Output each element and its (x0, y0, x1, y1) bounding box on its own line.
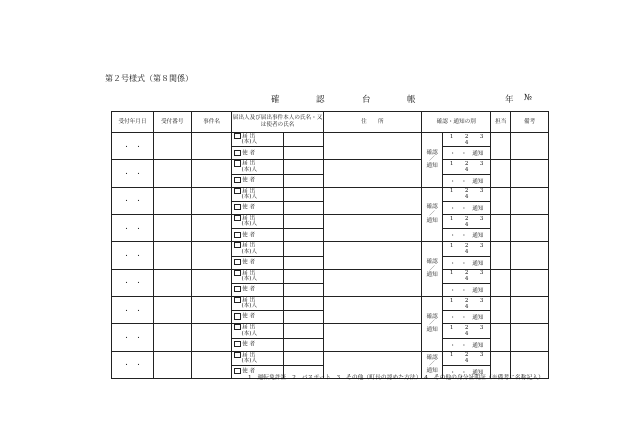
matter-cell[interactable] (191, 187, 232, 214)
person-cell[interactable] (491, 214, 511, 241)
notifier-option: 届 出 (本)人 (232, 242, 283, 256)
date-placeholder: ・ ・ (123, 252, 142, 260)
checkbox-notifier[interactable] (234, 352, 240, 358)
notice-date-cell[interactable]: ・ ・ 通知 (443, 174, 491, 187)
table-row (112, 133, 549, 147)
messenger-name-cell[interactable] (283, 147, 323, 160)
date-cell[interactable] (112, 187, 154, 214)
confirm-notice-type[interactable]: 確認 ／ 通知 (422, 133, 443, 188)
date-placeholder: ・ ・ (123, 225, 142, 233)
id-method-options[interactable]: 1 2 34 (443, 187, 491, 201)
id-method-options[interactable]: 1 2 34 (443, 324, 491, 338)
remarks-cell[interactable] (511, 160, 549, 187)
messenger-name-cell[interactable] (283, 283, 323, 296)
address-cell[interactable] (323, 214, 422, 241)
notifier-name-cell[interactable] (283, 296, 323, 310)
header-person: 担当 (491, 112, 511, 133)
date-placeholder: ・ ・ (123, 198, 142, 206)
notice-date-cell[interactable]: ・ ・ 通知 (443, 256, 491, 269)
header-notifier: 届出人及び届出事件本人の氏名・又は使者の氏名 (232, 112, 323, 133)
notice-date-cell[interactable]: ・ ・ 通知 (443, 283, 491, 296)
confirm-notice-type[interactable]: 確認 ／ 通知 (422, 187, 443, 242)
ledger-table (111, 111, 549, 379)
date-placeholder: ・ ・ (123, 307, 142, 315)
checkbox-messenger[interactable] (234, 286, 240, 292)
header-number: 受付番号 (153, 112, 191, 133)
id-method-options[interactable]: 1 2 34 (443, 351, 491, 365)
notifier-name-cell[interactable] (283, 324, 323, 338)
notifier-name-cell[interactable] (283, 133, 323, 147)
address-cell[interactable] (323, 296, 422, 323)
number-cell[interactable] (153, 187, 191, 214)
messenger-name-cell[interactable] (283, 229, 323, 242)
messenger-name-cell[interactable] (283, 201, 323, 214)
matter-cell[interactable] (191, 242, 232, 269)
messenger-option: 使 者 (232, 365, 283, 378)
notifier-name-cell[interactable] (283, 160, 323, 174)
date-cell[interactable] (112, 133, 154, 160)
table-row (112, 160, 549, 174)
notice-date-cell[interactable]: ・ ・ 通知 (443, 147, 491, 160)
checkbox-notifier[interactable] (234, 297, 240, 303)
messenger-option: 使 者 (232, 256, 283, 269)
person-cell[interactable] (491, 160, 511, 187)
notifier-option: 届 出 (本)人 (232, 296, 283, 310)
number-cell[interactable] (153, 296, 191, 323)
remarks-cell[interactable] (511, 324, 549, 351)
checkbox-notifier[interactable] (234, 160, 240, 166)
title-number: № (524, 93, 533, 103)
notifier-option: 届 出 (本)人 (232, 214, 283, 228)
table-row (112, 242, 549, 256)
ledger-title (0, 93, 630, 107)
person-cell[interactable] (491, 242, 511, 269)
address-cell[interactable] (323, 324, 422, 351)
person-cell[interactable] (491, 269, 511, 296)
header-date: 受付年月日 (112, 112, 154, 133)
matter-cell[interactable] (191, 296, 232, 323)
date-cell[interactable] (112, 160, 154, 187)
notifier-name-cell[interactable] (283, 214, 323, 228)
messenger-option: 使 者 (232, 311, 283, 324)
remarks-cell[interactable] (511, 187, 549, 214)
notifier-name-cell[interactable] (283, 269, 323, 283)
remarks-cell[interactable] (511, 214, 549, 241)
number-cell[interactable] (153, 351, 191, 378)
id-method-options[interactable]: 1 2 34 (443, 133, 491, 147)
header-matter: 事件名 (191, 112, 232, 133)
address-cell[interactable] (323, 133, 422, 160)
date-cell[interactable] (112, 296, 154, 323)
matter-cell[interactable] (191, 324, 232, 351)
address-cell[interactable] (323, 269, 422, 296)
confirm-notice-type[interactable]: 確認 ／ 通知 (422, 242, 443, 297)
table-row (112, 324, 549, 338)
checkbox-messenger[interactable] (234, 232, 240, 238)
notifier-name-cell[interactable] (283, 242, 323, 256)
notice-date-cell[interactable]: ・ ・ 通知 (443, 365, 491, 378)
id-method-options[interactable]: 1 2 34 (443, 296, 491, 310)
matter-cell[interactable] (191, 351, 232, 378)
notice-date-cell[interactable]: ・ ・ 通知 (443, 201, 491, 214)
checkbox-notifier[interactable] (234, 133, 240, 139)
checkbox-notifier[interactable] (234, 324, 240, 330)
checkbox-notifier[interactable] (234, 215, 240, 221)
notice-date-cell[interactable]: ・ ・ 通知 (443, 338, 491, 351)
messenger-option: 使 者 (232, 338, 283, 351)
number-cell[interactable] (153, 214, 191, 241)
checkbox-messenger[interactable] (234, 204, 240, 210)
date-placeholder: ・ ・ (123, 170, 142, 178)
date-placeholder: ・ ・ (123, 143, 142, 151)
checkbox-messenger[interactable] (234, 341, 240, 347)
notifier-option: 届 出 (本)人 (232, 133, 283, 147)
table-row (112, 351, 549, 365)
id-method-options[interactable]: 1 2 34 (443, 242, 491, 256)
table-row (112, 296, 549, 310)
date-cell[interactable] (112, 242, 154, 269)
messenger-name-cell[interactable] (283, 174, 323, 187)
notice-date-cell[interactable]: ・ ・ 通知 (443, 229, 491, 242)
number-cell[interactable] (153, 269, 191, 296)
messenger-name-cell[interactable] (283, 311, 323, 324)
confirm-notice-type[interactable]: 確認 ／ 通知 (422, 296, 443, 351)
notice-date-cell[interactable]: ・ ・ 通知 (443, 311, 491, 324)
id-method-options[interactable]: 1 2 34 (443, 160, 491, 174)
remarks-cell[interactable] (511, 269, 549, 296)
title-char-2: 認 (316, 95, 325, 105)
title-char-1: 確 (271, 95, 280, 105)
person-cell[interactable] (491, 187, 511, 214)
messenger-option: 使 者 (232, 147, 283, 160)
messenger-option: 使 者 (232, 201, 283, 214)
person-cell[interactable] (491, 133, 511, 160)
notifier-option: 届 出 (本)人 (232, 187, 283, 201)
date-placeholder: ・ ・ (123, 362, 142, 370)
number-cell[interactable] (153, 242, 191, 269)
checkbox-messenger[interactable] (234, 150, 240, 156)
messenger-option: 使 者 (232, 174, 283, 187)
address-cell[interactable] (323, 187, 422, 214)
remarks-cell[interactable] (511, 296, 549, 323)
checkbox-notifier[interactable] (234, 270, 240, 276)
ledger-body (112, 133, 549, 379)
remarks-cell[interactable] (511, 242, 549, 269)
messenger-name-cell[interactable] (283, 256, 323, 269)
form-label: 第２号様式（第８関係） (105, 74, 193, 83)
messenger-option: 使 者 (232, 283, 283, 296)
checkbox-messenger[interactable] (234, 177, 240, 183)
date-cell[interactable] (112, 324, 154, 351)
id-method-options[interactable]: 1 2 34 (443, 214, 491, 228)
table-row (112, 269, 549, 283)
date-cell[interactable] (112, 269, 154, 296)
checkbox-messenger[interactable] (234, 368, 240, 374)
remarks-cell[interactable] (511, 133, 549, 160)
checkbox-messenger[interactable] (234, 313, 240, 319)
header-confirm: 確認・通知の別 (422, 112, 491, 133)
id-method-options[interactable]: 1 2 34 (443, 269, 491, 283)
matter-cell[interactable] (191, 133, 232, 160)
notifier-option: 届 出 (本)人 (232, 269, 283, 283)
date-cell[interactable] (112, 351, 154, 378)
notifier-option: 届 出 (本)人 (232, 351, 283, 365)
table-row (112, 187, 549, 201)
title-year: 年 (505, 95, 514, 105)
date-cell[interactable] (112, 214, 154, 241)
notifier-name-cell[interactable] (283, 187, 323, 201)
date-placeholder: ・ ・ (123, 334, 142, 342)
messenger-name-cell[interactable] (283, 338, 323, 351)
header-address: 住 所 (323, 112, 422, 133)
address-cell[interactable] (323, 160, 422, 187)
confirm-notice-type[interactable]: 確認 ／ 通知 (422, 351, 443, 378)
matter-cell[interactable] (191, 269, 232, 296)
date-placeholder: ・ ・ (123, 280, 142, 288)
checkbox-messenger[interactable] (234, 259, 240, 265)
person-cell[interactable] (491, 324, 511, 351)
address-cell[interactable] (323, 242, 422, 269)
number-cell[interactable] (153, 160, 191, 187)
checkbox-notifier[interactable] (234, 188, 240, 194)
title-char-3: 台 (362, 95, 371, 105)
notifier-option: 届 出 (本)人 (232, 160, 283, 174)
header-remarks: 備考 (511, 112, 549, 133)
title-char-4: 帳 (407, 95, 416, 105)
number-cell[interactable] (153, 324, 191, 351)
checkbox-notifier[interactable] (234, 242, 240, 248)
notifier-name-cell[interactable] (283, 351, 323, 365)
number-cell[interactable] (153, 133, 191, 160)
matter-cell[interactable] (191, 214, 232, 241)
notifier-option: 届 出 (本)人 (232, 324, 283, 338)
table-row (112, 214, 549, 228)
messenger-option: 使 者 (232, 229, 283, 242)
person-cell[interactable] (491, 296, 511, 323)
matter-cell[interactable] (191, 160, 232, 187)
id-method-footnote: 1 運転免許証 2 パスポート 3 その他（町長の認めた方法） 4 その他の身分証明証（※備考に名称記入） (248, 375, 544, 381)
